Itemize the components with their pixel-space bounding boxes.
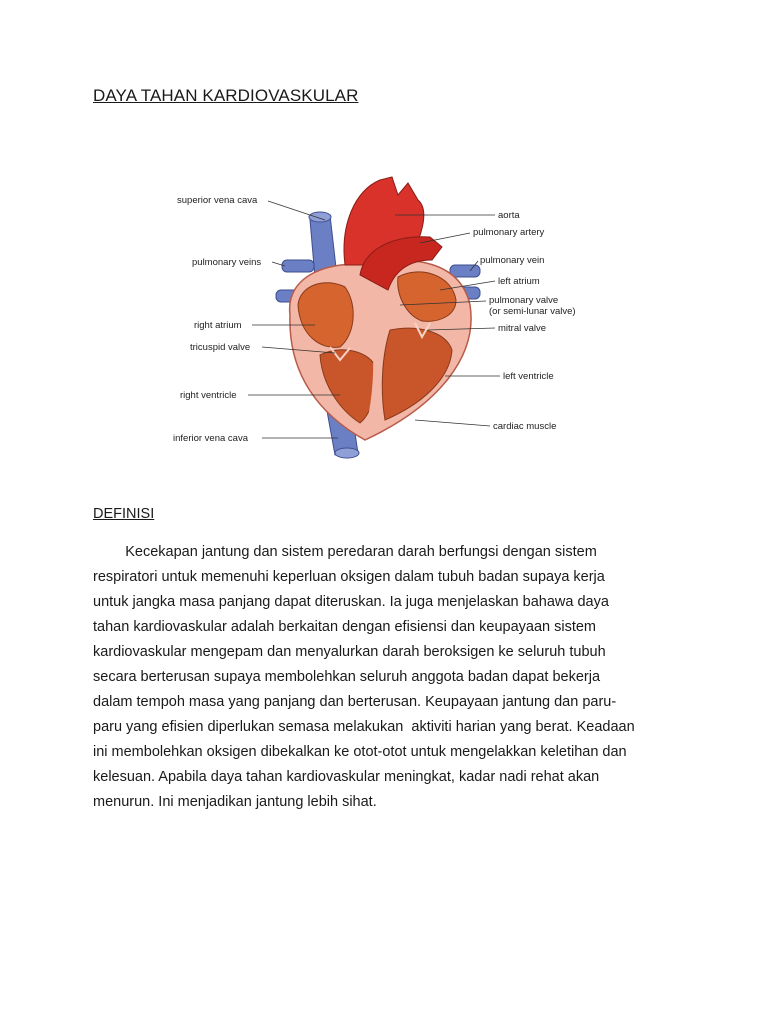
label-pulmonary-valve: pulmonary valve [489,295,559,306]
label-superior-vena-cava: superior vena cava [177,195,258,206]
label-right-atrium: right atrium [194,320,242,331]
pulmonary-vein-right-1 [450,265,480,277]
svc-opening [309,212,331,222]
ivc-opening [335,448,359,458]
leader-cardiac-muscle [415,420,490,426]
paragraph-line: dalam tempoh masa yang panjang dan berterusan. Keupayaan jantung dan paru- [93,694,617,710]
paragraph-line: respiratori untuk memenuhi keperluan oksigen dalam tubuh badan supaya kerja [93,569,605,585]
pulmonary-vein-left-1 [282,260,314,272]
heart-diagram [160,165,600,465]
label-pulmonary-valve-note: (or semi-lunar valve) [489,306,576,317]
label-cardiac-muscle: cardiac muscle [493,421,557,432]
section-heading: DEFINISI [93,506,155,522]
paragraph-line: paru yang efisien diperlukan semasa melakukan aktiviti harian yang berat. Keadaan [93,719,635,735]
heart-anatomy-illustration [160,165,600,465]
label-aorta: aorta [498,210,520,221]
label-mitral-valve: mitral valve [498,323,547,334]
paragraph-line: tahan kardiovaskular adalah berkaitan dengan efisiensi dan keupayaan sistem [93,619,596,635]
paragraph-line: secara berterusan supaya membolehkan seluruh anggota badan dapat bekerja [93,669,601,685]
label-pulmonary-veins: pulmonary veins [192,257,262,268]
label-left-atrium: left atrium [498,276,540,287]
paragraph-line: menurun. Ini menjadikan jantung lebih sihat. [93,794,377,810]
label-left-ventricle: left ventricle [503,371,554,382]
paragraph-line: Kecekapan jantung dan sistem peredaran darah berfungsi dengan sistem [93,544,597,560]
label-inferior-vena-cava: inferior vena cava [173,433,248,444]
label-right-ventricle: right ventricle [180,390,237,401]
label-pulmonary-vein: pulmonary vein [480,255,545,266]
label-tricuspid-valve: tricuspid valve [190,342,251,353]
leader-superior-vena-cava [268,201,325,220]
paragraph-line: kardiovaskular mengepam dan menyalurkan darah beroksigen ke seluruh tubuh [93,644,606,660]
definition-paragraph [93,540,683,815]
paragraph-line: untuk jangka masa panjang dapat diteruskan. Ia juga menjelaskan bahawa daya [93,594,609,610]
paragraph-line: ini membolehkan oksigen dibekalkan ke otot-otot untuk mengelakkan keletihan dan [93,744,627,760]
document-title: DAYA TAHAN KARDIOVASKULAR [93,86,359,105]
paragraph-line: kelesuan. Apabila daya tahan kardiovaskular meningkat, kadar nadi rehat akan [93,769,600,785]
label-pulmonary-artery: pulmonary artery [473,227,545,238]
